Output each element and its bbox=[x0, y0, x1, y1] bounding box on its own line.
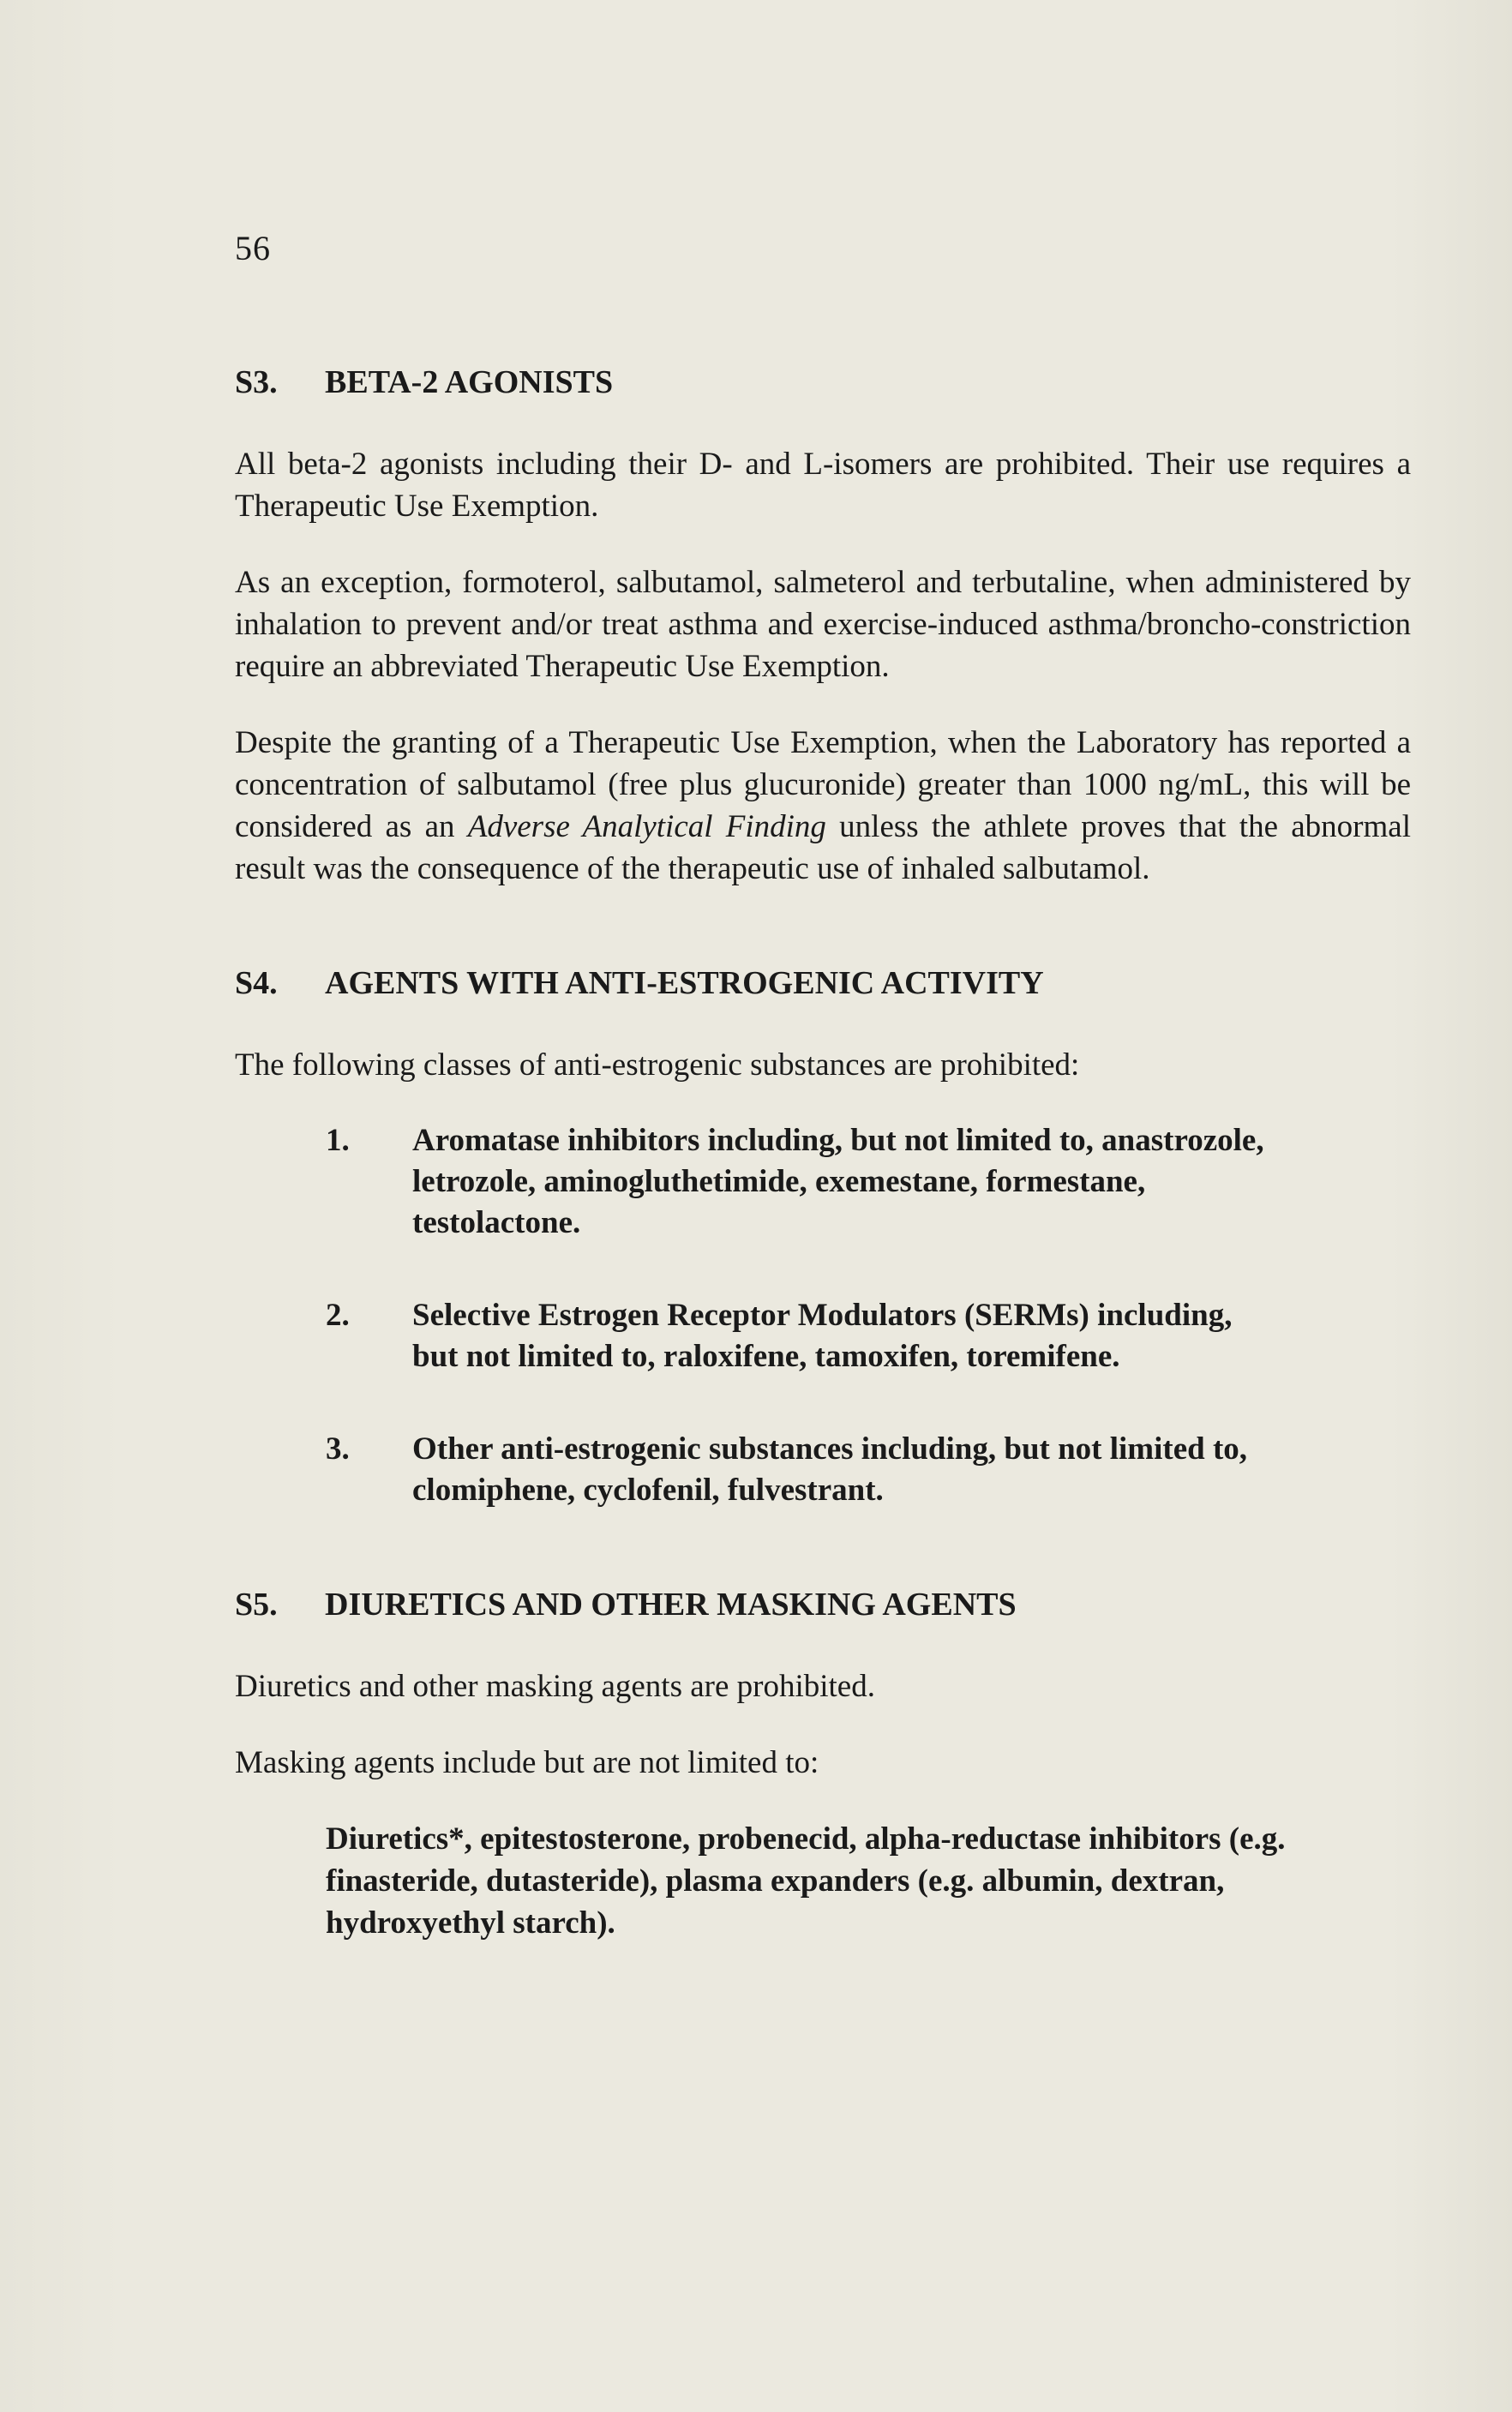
list-number: 1. bbox=[326, 1123, 350, 1158]
section-heading-s4 bbox=[235, 957, 1411, 1010]
section-code: S3. bbox=[235, 364, 278, 400]
section-heading-s3 bbox=[235, 356, 1411, 409]
paragraph: Masking agents include but are not limited to: bbox=[235, 1745, 819, 1780]
page-number: 56 bbox=[235, 229, 271, 267]
paragraph: All beta-2 agonists including their D- and L-isomers are prohibited. Their use requires a Therapeutic Use Exemption. bbox=[235, 447, 1411, 524]
section-s3 bbox=[235, 356, 1411, 890]
italic-term: Adverse Analytical Finding bbox=[467, 809, 826, 844]
paragraph bbox=[235, 722, 1411, 890]
list-text: Aromatase inhibitors including, but not limited to, anastrozole, letrozole, aminogluthetimide, exemestane, formestane, testolactone. bbox=[412, 1123, 1264, 1240]
section-title: BETA-2 AGONISTS bbox=[325, 364, 614, 400]
list-number: 3. bbox=[326, 1431, 350, 1467]
numbered-list bbox=[235, 1120, 1411, 1511]
paragraph: As an exception, formoterol, salbutamol, salmeterol and terbutaline, when administered by inhalation to prevent and/or treat asthma and exercise-induced asthma/broncho-constriction require an abbreviated Therapeutic Use Exemption. bbox=[235, 565, 1411, 684]
list-item bbox=[326, 1120, 1411, 1244]
section-heading-s5 bbox=[235, 1578, 1411, 1631]
paragraph-text: Despite the granting of a Therapeutic Use Exemption, when the Laboratory has reported a concentration of salbutamol (free plus glucuronide) greater than 1000 ng/mL, this will be considered as an bbox=[235, 725, 1411, 844]
paragraph: Diuretics and other masking agents are prohibited. bbox=[235, 1669, 875, 1704]
section-code: S4. bbox=[235, 965, 278, 1001]
paragraph-text: unless the athlete proves that the abnormal result was the consequence of the therapeutic use of inhaled salbutamol. bbox=[235, 809, 1411, 886]
list-item bbox=[326, 1429, 1411, 1511]
section-title: AGENTS WITH ANTI-ESTROGENIC ACTIVITY bbox=[325, 965, 1044, 1001]
section-title: DIURETICS AND OTHER MASKING AGENTS bbox=[325, 1587, 1017, 1623]
paragraph: The following classes of anti-estrogenic substances are prohibited: bbox=[235, 1047, 1080, 1083]
list-text: Selective Estrogen Receptor Modulators (SERMs) including, but not limited to, raloxifene, tamoxifen, toremifene. bbox=[412, 1298, 1233, 1374]
list-number: 2. bbox=[326, 1298, 350, 1333]
masking-agents-list: Diuretics*, epitestosterone, probenecid, alpha-reductase inhibitors (e.g. finasteride, dutasteride), plasma expanders (e.g. albumin, dextran, hydroxyethyl starch). bbox=[326, 1821, 1286, 1941]
section-code: S5. bbox=[235, 1587, 278, 1623]
page-content bbox=[235, 356, 1411, 1944]
section-s5 bbox=[235, 1578, 1411, 1944]
list-text: Other anti-estrogenic substances including, but not limited to, clomiphene, cyclofenil, fulvestrant. bbox=[412, 1431, 1248, 1508]
section-s4 bbox=[235, 957, 1411, 1511]
list-item bbox=[326, 1295, 1411, 1377]
